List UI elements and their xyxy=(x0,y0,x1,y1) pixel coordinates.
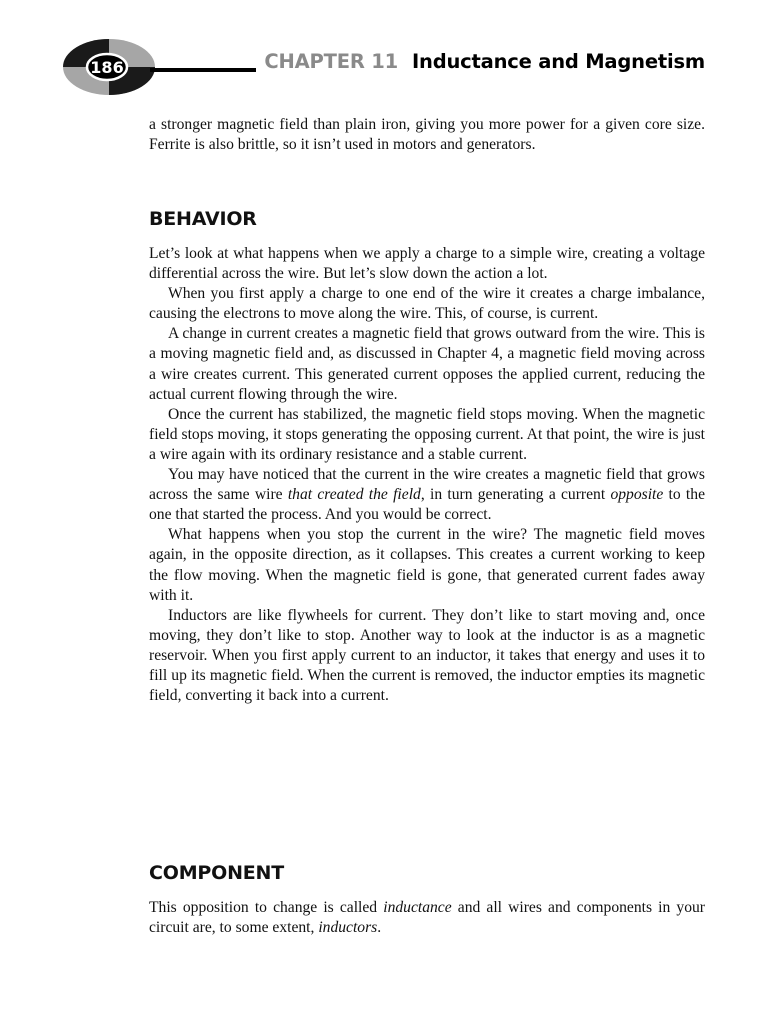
page-number: 186 xyxy=(90,58,124,77)
behavior-p5-emphasis-1: that created the field xyxy=(287,486,421,504)
behavior-paragraph-1: Let’s look at what happens when we apply a charge to a simple wire, creating a voltage differential across the wire. But let’s slow down the action a lot. xyxy=(149,245,705,283)
running-header xyxy=(264,50,705,73)
behavior-paragraph-3: A change in current creates a magnetic field that grows outward from the wire. This is a moving magnetic field and, as discussed in Chapter 4, a magnetic field moving across a wire creates current. This generated current opposes the applied current, reducing the actual current flowing through the wire. xyxy=(149,325,705,403)
component-p1-text-c: . xyxy=(377,919,382,937)
behavior-p5-text-a: You may have noticed that the current in the wire creates a magnetic field that grows across the same wire xyxy=(149,466,705,504)
behavior-paragraph-7: Inductors are like flywheels for current. They don’t like to start moving and, once moving, they don’t like to stop. Another way to look at the inductor is as a magnetic reservoir. When you first apply current to an inductor, it takes that energy and uses it to fill up its magnetic field. When the current is removed, the inductor empties its magnetic field, converting it back into a current. xyxy=(149,606,705,705)
continuation-block xyxy=(149,115,705,155)
component-p1-emphasis-2: inductors xyxy=(318,919,378,937)
header-rule xyxy=(150,68,256,72)
component-p1-text-a: This opposition to change is called xyxy=(149,899,384,916)
behavior-p5-emphasis-2: opposite xyxy=(610,486,664,504)
behavior-paragraph-5 xyxy=(149,465,705,525)
continuation-paragraph: a stronger magnetic field than plain iron, giving you more power for a given core size. Ferrite is also brittle, so it isn’t used in motors and generators. xyxy=(149,116,705,154)
behavior-p5-text-c: to the one that started the process. And you would be correct. xyxy=(149,486,705,524)
behavior-body xyxy=(149,244,705,706)
behavior-paragraph-4: Once the current has stabilized, the magnetic field stops moving. When the magnetic field stops moving, it stops generating the opposing current. At that point, the wire is just a wire again with its ordinary resistance and a stable current. xyxy=(149,405,705,463)
page-number-badge xyxy=(62,38,156,96)
behavior-paragraph-6: What happens when you stop the current in the wire? The magnetic field moves again, in the opposite direction, as it collapses. This creates a current working to keep the flow moving. When the magnetic field is gone, that generated current fades away with it. xyxy=(149,526,705,604)
chapter-title: Inductance and Magnetism xyxy=(411,50,705,73)
component-body xyxy=(149,898,705,938)
component-paragraph-1 xyxy=(149,898,705,938)
component-p1-emphasis-1: inductance xyxy=(383,899,452,916)
behavior-p5-text-b: , in turn generating a current xyxy=(420,486,611,504)
chapter-label: CHAPTER 11 xyxy=(264,50,398,73)
section-heading-behavior: BEHAVIOR xyxy=(149,208,257,230)
behavior-paragraph-2: When you first apply a charge to one end of the wire it creates a charge imbalance, causing the electrons to move along the wire. This, of course, is current. xyxy=(149,285,705,323)
component-p1-text-b: and all wires and components in your circuit are, to some extent, xyxy=(149,899,705,937)
section-heading-component: COMPONENT xyxy=(149,862,285,884)
